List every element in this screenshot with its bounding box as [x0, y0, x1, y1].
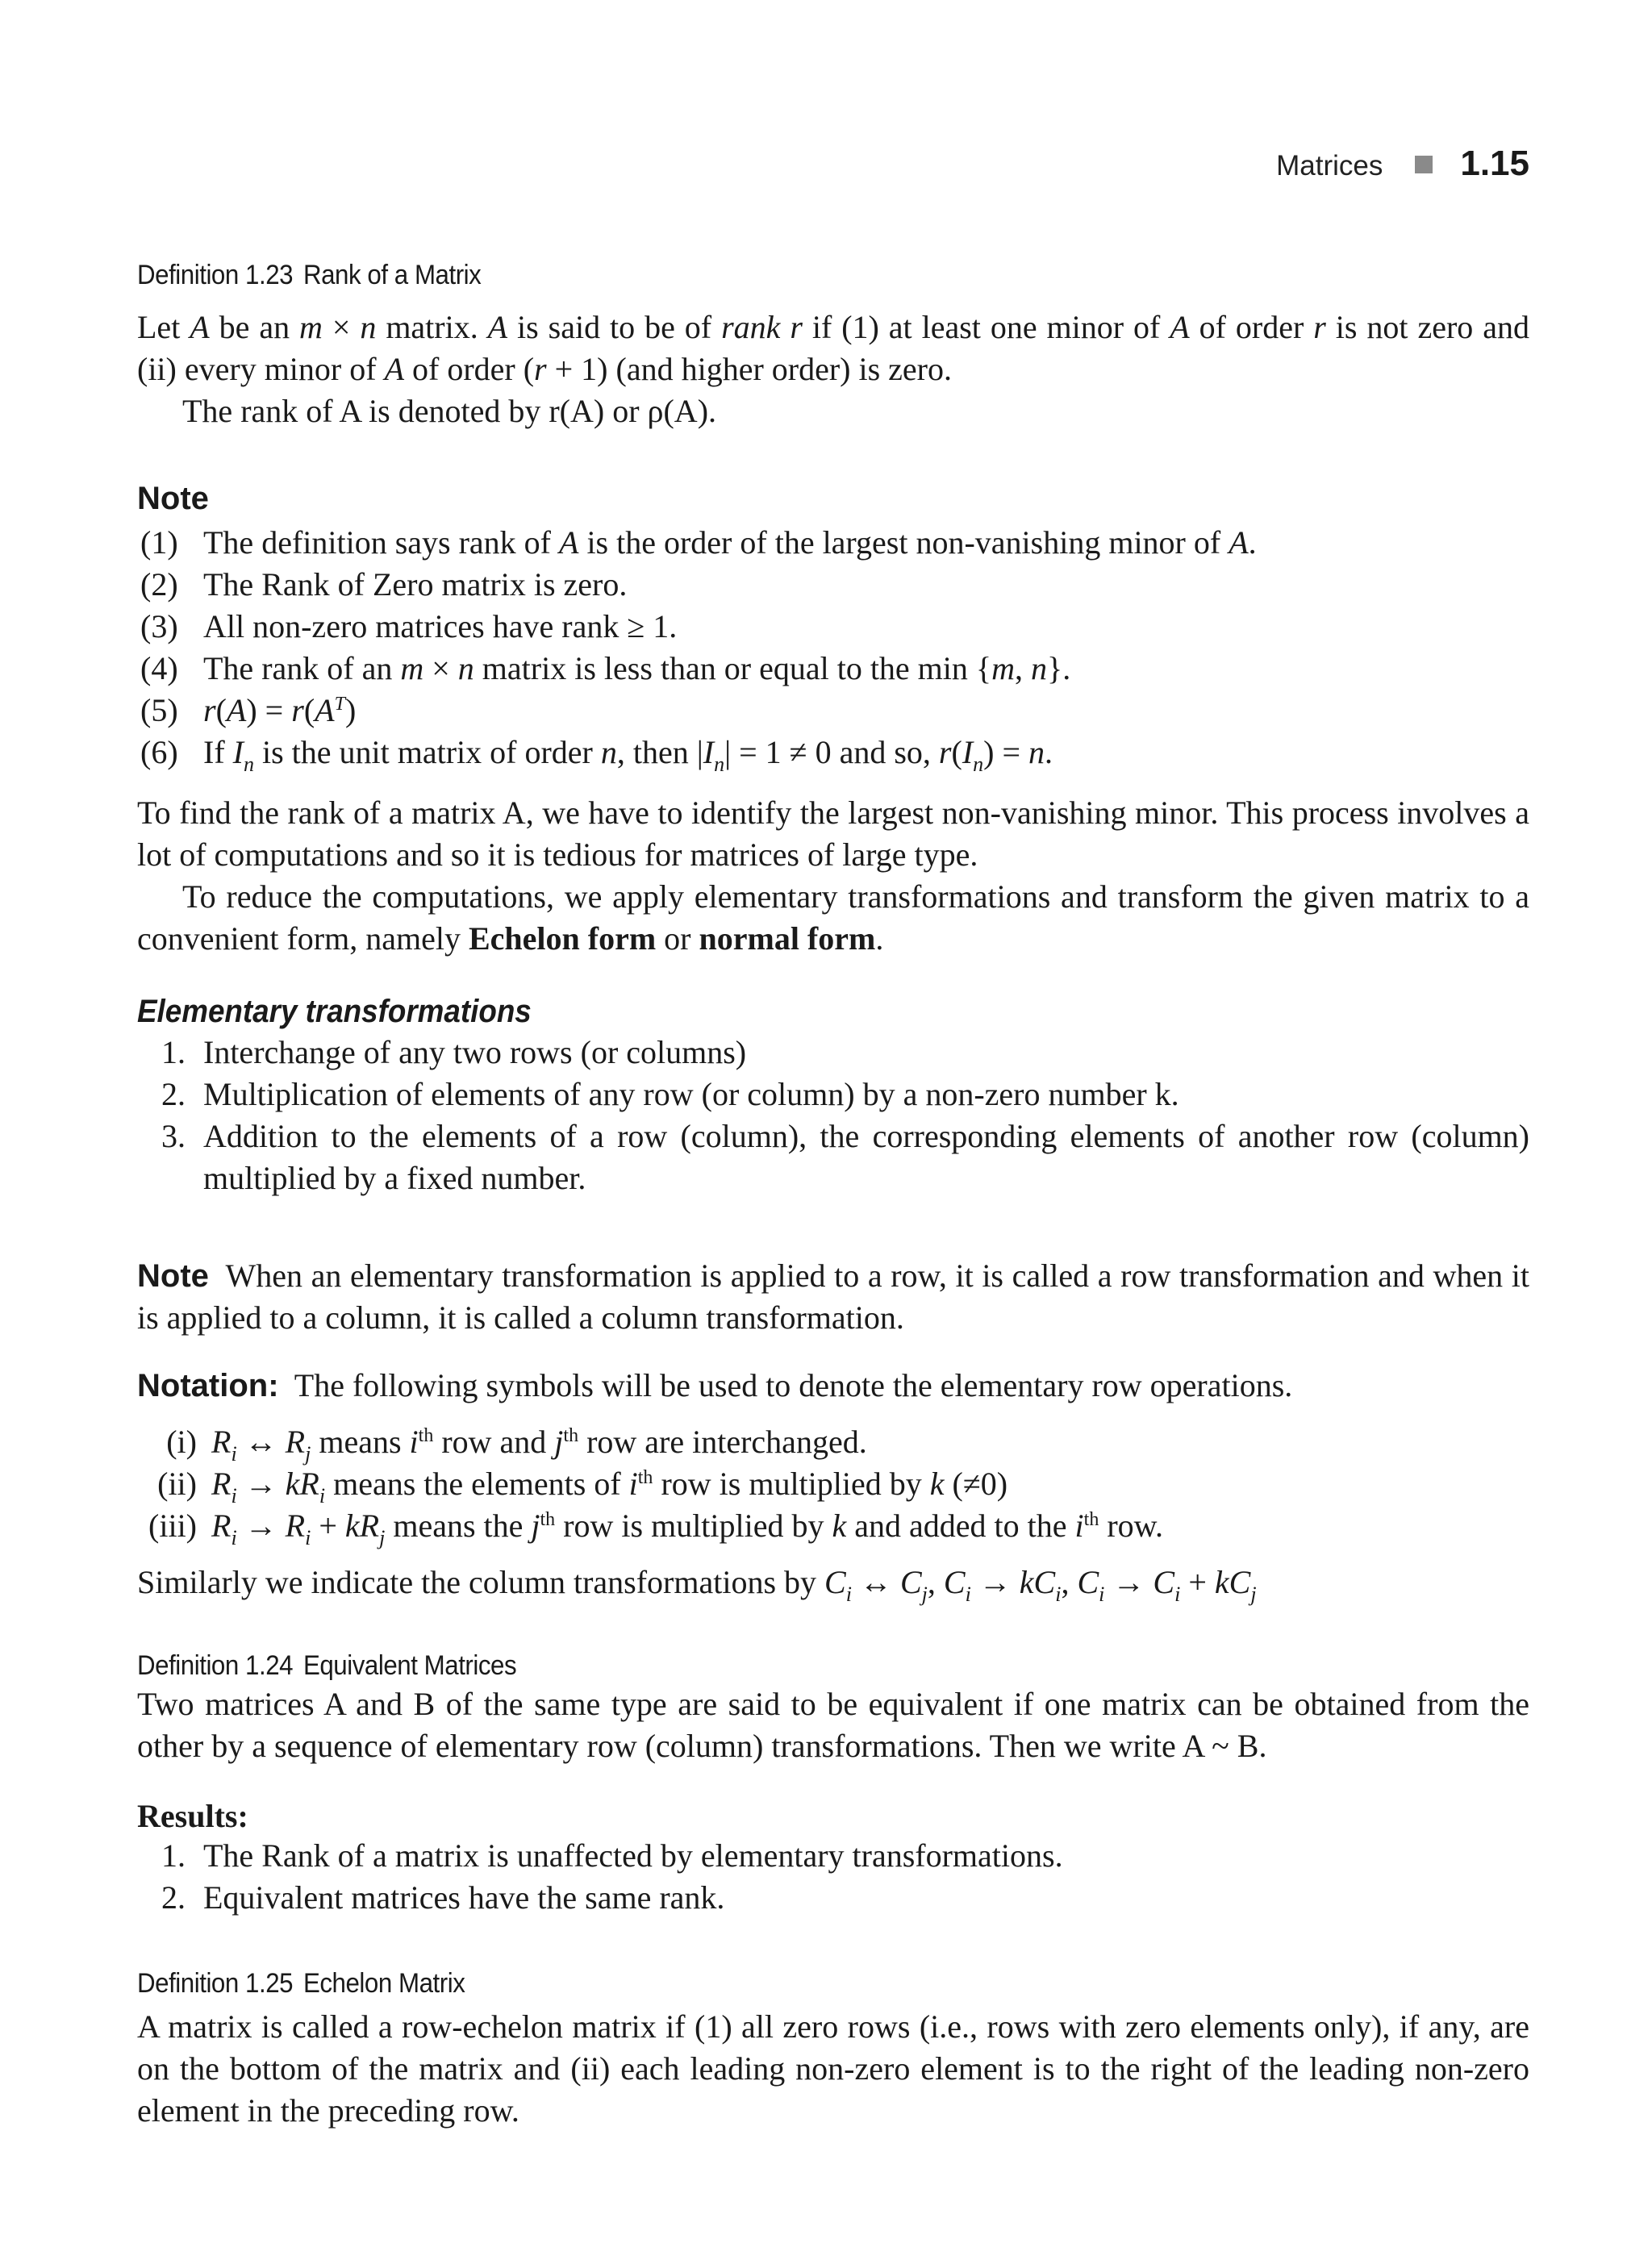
list-item: 3. Addition to the elements of a row (column), the corresponding elements of another row (column) multiplied by a fixed number.	[161, 1118, 1529, 1196]
running-title: Matrices	[1276, 150, 1383, 181]
definition-1-23-body	[137, 306, 1529, 432]
definition-label: Definition 1.24	[137, 1650, 294, 1681]
elementary-transformations	[137, 994, 1529, 1199]
transformations-list	[137, 1032, 1529, 1199]
definition-label: Definition 1.23	[137, 260, 294, 290]
note-paragraph: Note When an elementary transformation is applied to a row, it is called a row transformation and when it is applied to a column, it is called a column transformation.	[137, 1257, 1529, 1336]
definition-1-24	[137, 1650, 1529, 1767]
list-item: 1. The Rank of a matrix is unaffected by elementary transformations.	[161, 1837, 1063, 1874]
definition-1-25	[137, 1968, 1529, 2132]
notation-list	[137, 1421, 1529, 1547]
list-item: (5) $r(A) = r(A^T)$	[140, 692, 357, 728]
column-transformations-text: Similarly we indicate the column transformations by $C_i$ ↔ $C_j$, $C_i \to kC_i$, $C_i \to C_i + kC_j$	[137, 1564, 1257, 1606]
paragraph: To find the rank of a matrix A, we have to identify the largest non-vanishing minor. This process involves a lot of computations and so it is tedious for matrices of large type.	[137, 794, 1529, 873]
note-heading: Note	[137, 1258, 209, 1294]
notation-heading: Notation:	[137, 1368, 279, 1403]
list-item: (i) $R_i$ ↔ $R_j$ means $i^{th}$ row and $j^{th}$ row are interchanged.	[166, 1424, 867, 1466]
rank-paragraphs	[137, 792, 1529, 960]
definition-title: Rank of a Matrix	[302, 260, 482, 290]
results-list	[137, 1835, 1529, 1919]
definition-title: Echelon Matrix	[302, 1968, 465, 1999]
definition-text: Let A be an m × n matrix. A is said to be of rank r if (1) at least one minor of A of order r is not zero and (ii) every minor of A of order (r + 1) (and higher order) is zero.	[137, 309, 1529, 387]
definition-title: Equivalent Matrices	[302, 1650, 517, 1681]
square-bullet-icon	[1415, 156, 1433, 173]
list-item: (2) The Rank of Zero matrix is zero.	[140, 566, 628, 603]
notation-paragraph: Notation: The following symbols will be used to denote the elementary row operations.	[137, 1367, 1293, 1403]
list-item: (1) The definition says rank of A is the order of the largest non-vanishing minor of A.	[140, 524, 1257, 561]
paragraph: To reduce the computations, we apply elementary transformations and transform the given matrix to a convenient form, namely Echelon form or normal form.	[137, 878, 1529, 957]
definition-text: A matrix is called a row-echelon matrix if (1) all zero rows (i.e., rows with zero elements only), if any, are on the bottom of the matrix and (ii) each leading non-zero element is to the right of the leading non-zero element in the preceding row.	[137, 2008, 1529, 2129]
list-item: (3) All non-zero matrices have rank ≥ 1.	[140, 608, 678, 644]
definition-1-23-heading	[137, 260, 1529, 291]
list-item: (6) If $I_n$ is the unit matrix of order n, then $|I_n| = 1 \ne 0$ and so, $r(I_n) = n$.	[140, 734, 1053, 776]
definition-label: Definition 1.25	[137, 1968, 294, 1999]
list-item: (ii) $R_i \to kR_i$ means the elements of $i^{th}$ row is multiplied by k (≠0)	[157, 1466, 1008, 1507]
list-item: 1. Interchange of any two rows (or columns)	[161, 1034, 747, 1070]
list-item: (4) The rank of an m × n matrix is less than or equal to the min {m, n}.	[140, 650, 1071, 686]
note-heading: Note	[137, 481, 209, 516]
page-number: 1.15	[1460, 144, 1529, 183]
note-list	[137, 522, 1529, 774]
list-item: 2. Equivalent matrices have the same rank.	[161, 1879, 725, 1916]
note-section-2	[137, 1255, 1529, 1339]
list-item: (iii) $R_i \to R_i + kR_j$ means the $j^{th}$ row is multiplied by k and added to the $i^{th}$ row.	[148, 1507, 1163, 1549]
definition-text: Two matrices A and B of the same type are said to be equivalent if one matrix can be obtained from the other by a sequence of elementary row (column) transformations. Then we write A ~ B.	[137, 1686, 1529, 1764]
note-section	[137, 481, 1529, 774]
results-section	[137, 1797, 1529, 1919]
rank-denoted-text: The rank of A is denoted by r(A) or ρ(A).	[182, 393, 717, 429]
results-heading: Results:	[137, 1798, 248, 1834]
section-heading: Elementary transformations	[137, 994, 532, 1029]
notation-section	[137, 1365, 1529, 1606]
list-item: 2. Multiplication of elements of any row (or column) by a non-zero number k.	[161, 1076, 1179, 1112]
page-header	[137, 144, 1529, 192]
